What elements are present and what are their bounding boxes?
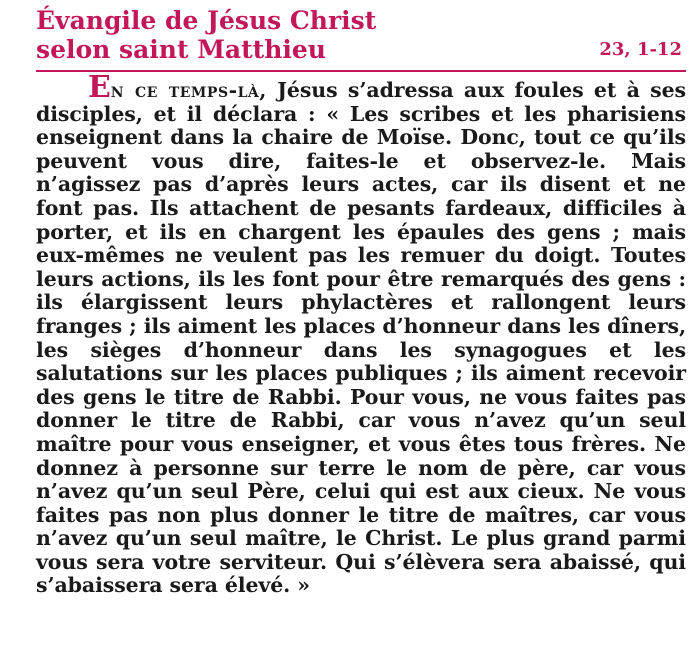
- gospel-passage: [36, 70, 686, 598]
- opening-words: n ce temps-là,: [110, 78, 267, 102]
- gospel-title-line-2: selon saint Matthieu: [36, 35, 326, 64]
- verse-reference: 23, 1-12: [599, 39, 682, 60]
- gospel-header: [36, 6, 686, 64]
- header-divider: [36, 70, 686, 72]
- gospel-title-line-1: Évangile de Jésus Christ: [36, 6, 377, 35]
- passage-text: Jésus s’adressa aux foules et à ses disciples, et il déclara : « Les scribes et les pharisiens enseignent dans la chaire de Moïse. Donc, tout ce qu’ils peuvent vous dire, faites-le et observez-le. Mais n’agissez pas d’après leurs actes, car ils disent et ne font pas. Ils attachent de pesants fardeaux, difficiles à porter, et ils en chargent les épaules des gens ; mais eux-mêmes ne veulent pas les remuer du doigt. Toutes leurs actions, ils les font pour être remarqués des gens : ils élargissent leurs phylactères et rallongent leurs franges ; ils aiment les places d’honneur dans les dîners, les sièges d’honneur dans les synagogues et les salutations sur les places publiques ; ils aiment recevoir des gens le titre de Rabbi. Pour vous, ne vous faites pas donner le titre de Rabbi, car vous n’avez qu’un seul maître pour vous enseigner, et vous êtes tous frères. Ne donnez à personne sur terre le nom de père, car vous n’avez qu’un seul Père, celui qui est aux cieux. Ne vous faites pas non plus donner le titre de maîtres, car vous n’avez qu’un seul maître, le Christ. Le plus grand parmi vous sera votre serviteur. Qui s’élèvera sera abaissé, qui s’abaissera sera élevé. »: [36, 78, 686, 598]
- drop-cap: E: [88, 70, 111, 105]
